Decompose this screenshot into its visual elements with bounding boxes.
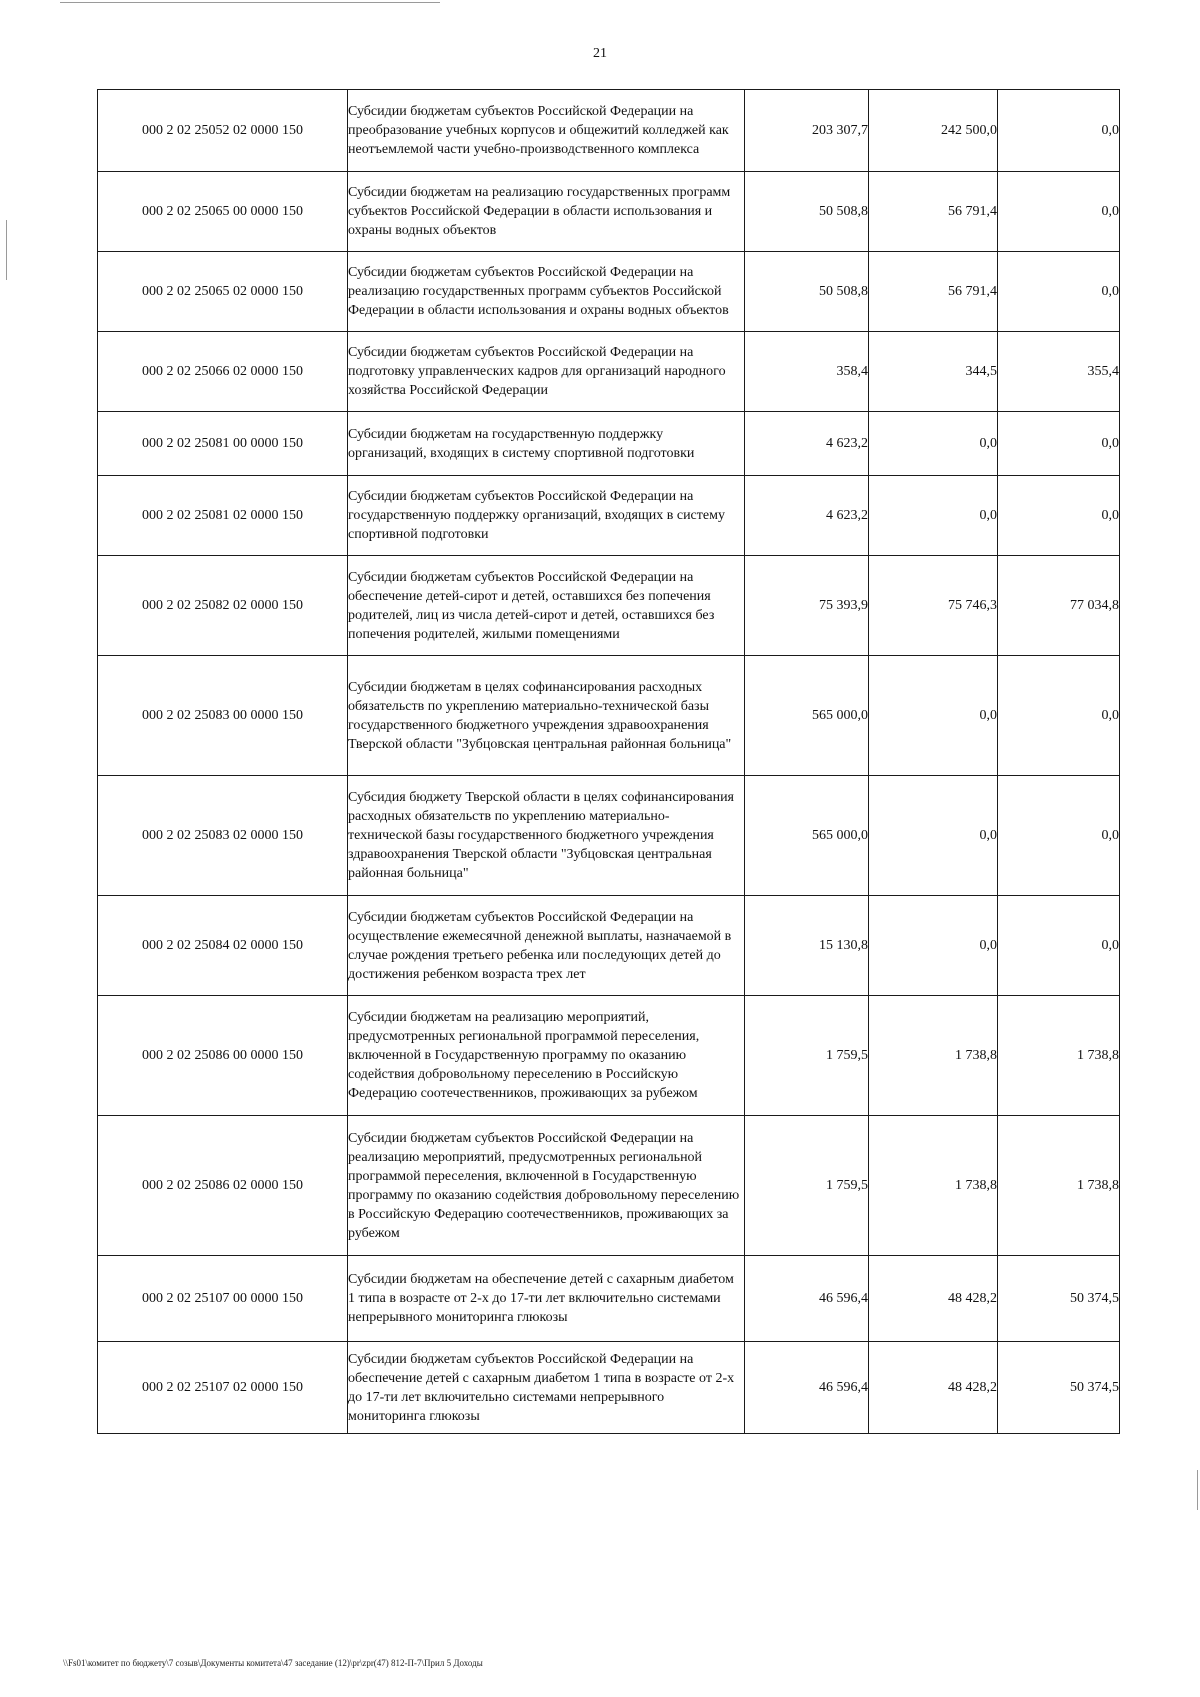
amount-1-cell: 1 759,5 (745, 1116, 869, 1256)
amount-1-cell: 4 623,2 (745, 476, 869, 556)
budget-code-cell: 000 2 02 25086 02 0000 150 (98, 1116, 348, 1256)
amount-3-cell: 0,0 (998, 412, 1120, 476)
amount-1-cell: 46 596,4 (745, 1342, 869, 1434)
amount-2-cell: 48 428,2 (869, 1256, 998, 1342)
table-row (98, 656, 1120, 776)
budget-code-cell: 000 2 02 25052 02 0000 150 (98, 90, 348, 172)
table-row (98, 476, 1120, 556)
amount-3-cell: 0,0 (998, 90, 1120, 172)
amount-2-cell: 56 791,4 (869, 172, 998, 252)
amount-2-cell: 0,0 (869, 412, 998, 476)
amount-2-cell: 0,0 (869, 896, 998, 996)
budget-code-cell: 000 2 02 25082 02 0000 150 (98, 556, 348, 656)
amount-2-cell: 1 738,8 (869, 1116, 998, 1256)
description-cell: Субсидии бюджетам на обеспечение детей с сахарным диабетом 1 типа в возрасте от 2-х до 17-ти лет включительно системами непрерывного мониторинга глюкозы (348, 1256, 745, 1342)
budget-code-cell: 000 2 02 25107 02 0000 150 (98, 1342, 348, 1434)
budget-code-cell: 000 2 02 25107 00 0000 150 (98, 1256, 348, 1342)
amount-1-cell: 565 000,0 (745, 776, 869, 896)
amount-3-cell: 1 738,8 (998, 996, 1120, 1116)
budget-table (97, 89, 1120, 1434)
budget-code-cell: 000 2 02 25083 00 0000 150 (98, 656, 348, 776)
table-row (98, 412, 1120, 476)
budget-code-cell: 000 2 02 25084 02 0000 150 (98, 896, 348, 996)
budget-code-cell: 000 2 02 25065 02 0000 150 (98, 252, 348, 332)
amount-3-cell: 77 034,8 (998, 556, 1120, 656)
amount-3-cell: 355,4 (998, 332, 1120, 412)
amount-2-cell: 56 791,4 (869, 252, 998, 332)
description-cell: Субсидии бюджетам субъектов Российской Федерации на осуществление ежемесячной денежной выплаты, назначаемой в случае рождения третьего ребенка или последующих детей до достижения ребенком возраста трех лет (348, 896, 745, 996)
description-cell: Субсидии бюджетам субъектов Российской Федерации на подготовку управленческих кадров для организаций народного хозяйства Российской Федерации (348, 332, 745, 412)
amount-3-cell: 0,0 (998, 172, 1120, 252)
amount-2-cell: 48 428,2 (869, 1342, 998, 1434)
amount-1-cell: 1 759,5 (745, 996, 869, 1116)
table-row (98, 776, 1120, 896)
amount-1-cell: 46 596,4 (745, 1256, 869, 1342)
amount-3-cell: 50 374,5 (998, 1342, 1120, 1434)
description-cell: Субсидии бюджетам субъектов Российской Федерации на обеспечение детей-сирот и детей, оставшихся без попечения родителей, лиц из числа детей-сирот и детей, оставшихся без попечения родителей, жилыми помещениями (348, 556, 745, 656)
budget-code-cell: 000 2 02 25065 00 0000 150 (98, 172, 348, 252)
amount-3-cell: 50 374,5 (998, 1256, 1120, 1342)
table-row (98, 996, 1120, 1116)
description-cell: Субсидии бюджетам субъектов Российской Федерации на обеспечение детей с сахарным диабетом 1 типа в возрасте от 2-х до 17-ти лет включительно системами непрерывного мониторинга глюкозы (348, 1342, 745, 1434)
scan-artifact-left (6, 220, 7, 280)
description-cell: Субсидии бюджетам субъектов Российской Федерации на реализацию государственных программ субъектов Российской Федерации в области использования и охраны водных объектов (348, 252, 745, 332)
table-row (98, 896, 1120, 996)
description-cell: Субсидии бюджетам субъектов Российской Федерации на государственную поддержку организаций, входящих в систему спортивной подготовки (348, 476, 745, 556)
description-cell: Субсидии бюджетам на реализацию мероприятий, предусмотренных региональной программой переселения, включенной в Государственную программу по оказанию содействия добровольному переселению в Российскую Федерацию соотечественников, проживающих за рубежом (348, 996, 745, 1116)
amount-1-cell: 203 307,7 (745, 90, 869, 172)
description-cell: Субсидия бюджету Тверской области в целях софинансирования расходных обязательств по укреплению материально-технической базы государственного бюджетного учреждения здравоохранения Тверской области "Зубцовская центральная районная больница" (348, 776, 745, 896)
scan-artifact-right (1197, 1470, 1198, 1510)
table-row (98, 1256, 1120, 1342)
amount-2-cell: 75 746,3 (869, 556, 998, 656)
amount-3-cell: 0,0 (998, 896, 1120, 996)
description-cell: Субсидии бюджетам субъектов Российской Федерации на преобразование учебных корпусов и общежитий колледжей как неотъемлемой части учебно-производственного комплекса (348, 90, 745, 172)
table-row (98, 1116, 1120, 1256)
table-row (98, 332, 1120, 412)
amount-2-cell: 0,0 (869, 776, 998, 896)
amount-2-cell: 344,5 (869, 332, 998, 412)
amount-2-cell: 242 500,0 (869, 90, 998, 172)
budget-code-cell: 000 2 02 25081 00 0000 150 (98, 412, 348, 476)
amount-2-cell: 0,0 (869, 656, 998, 776)
page-number: 21 (593, 46, 607, 61)
amount-2-cell: 0,0 (869, 476, 998, 556)
amount-3-cell: 0,0 (998, 656, 1120, 776)
amount-1-cell: 4 623,2 (745, 412, 869, 476)
table-row (98, 90, 1120, 172)
amount-1-cell: 358,4 (745, 332, 869, 412)
amount-3-cell: 0,0 (998, 252, 1120, 332)
amount-3-cell: 1 738,8 (998, 1116, 1120, 1256)
amount-1-cell: 15 130,8 (745, 896, 869, 996)
amount-2-cell: 1 738,8 (869, 996, 998, 1116)
table-row (98, 252, 1120, 332)
description-cell: Субсидии бюджетам в целях софинансирования расходных обязательств по укреплению материально-технической базы государственного бюджетного учреждения здравоохранения Тверской области "Зубцовская центральная районная больница" (348, 656, 745, 776)
table-row (98, 556, 1120, 656)
footer-file-path: \\Fs01\комитет по бюджету\7 созыв\Документы комитета\47 заседание (12)\pr\zpr(47) 812-П-7\Прил 5 Доходы (63, 1658, 483, 1668)
budget-code-cell: 000 2 02 25086 00 0000 150 (98, 996, 348, 1116)
amount-3-cell: 0,0 (998, 776, 1120, 896)
table-row (98, 1342, 1120, 1434)
amount-1-cell: 50 508,8 (745, 172, 869, 252)
table-row (98, 172, 1120, 252)
budget-code-cell: 000 2 02 25081 02 0000 150 (98, 476, 348, 556)
amount-1-cell: 75 393,9 (745, 556, 869, 656)
scan-artifact-top (60, 2, 440, 3)
description-cell: Субсидии бюджетам на реализацию государственных программ субъектов Российской Федерации в области использования и охраны водных объектов (348, 172, 745, 252)
amount-1-cell: 565 000,0 (745, 656, 869, 776)
budget-table-body (98, 90, 1120, 1434)
description-cell: Субсидии бюджетам на государственную поддержку организаций, входящих в систему спортивной подготовки (348, 412, 745, 476)
amount-3-cell: 0,0 (998, 476, 1120, 556)
amount-1-cell: 50 508,8 (745, 252, 869, 332)
budget-code-cell: 000 2 02 25083 02 0000 150 (98, 776, 348, 896)
description-cell: Субсидии бюджетам субъектов Российской Федерации на реализацию мероприятий, предусмотренных региональной программой переселения, включенной в Государственную программу по оказанию содействия добровольному переселению в Российскую Федерацию соотечественников, проживающих за рубежом (348, 1116, 745, 1256)
budget-code-cell: 000 2 02 25066 02 0000 150 (98, 332, 348, 412)
